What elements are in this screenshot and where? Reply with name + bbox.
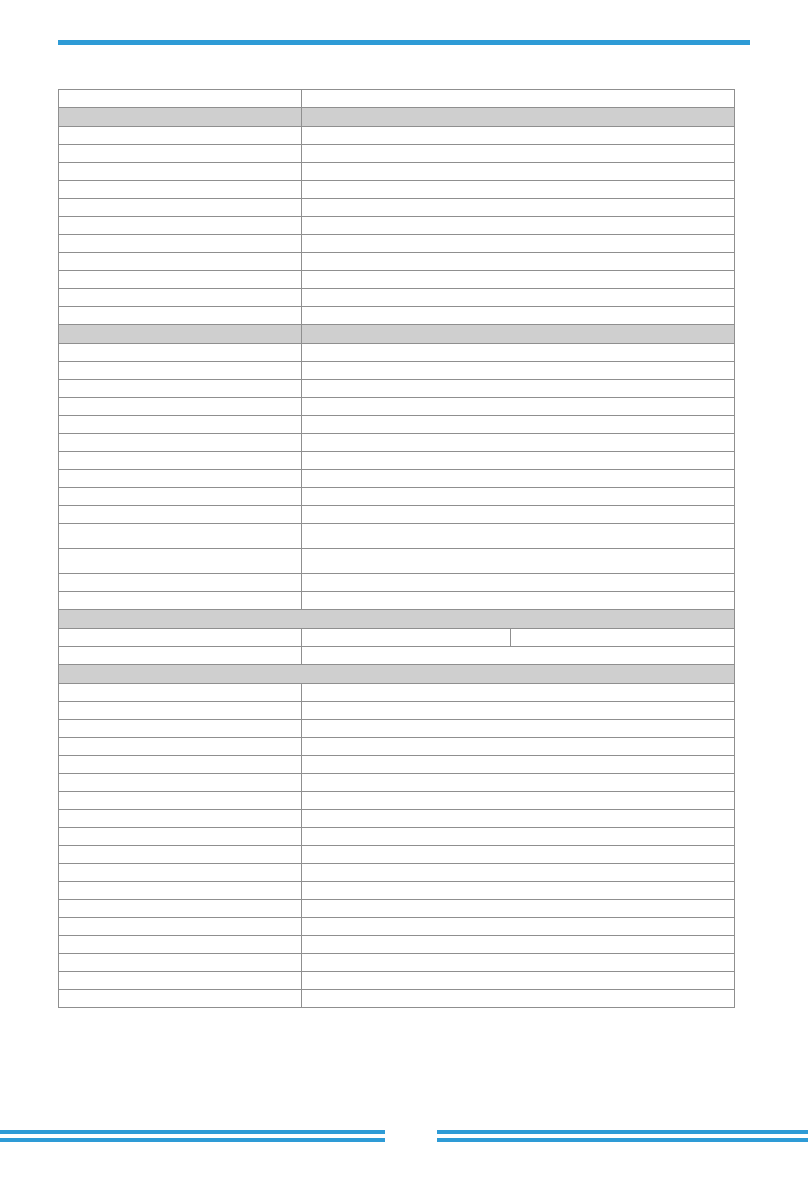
row-value [302,181,735,199]
row-label [59,127,302,145]
row-value [302,846,735,864]
row-value [302,163,735,181]
row-label [59,470,302,488]
table-row [59,271,735,289]
row-label [59,810,302,828]
table-header-row [59,90,735,108]
row-label [59,972,302,990]
section-header-row [59,108,735,127]
table-row [59,846,735,864]
row-label [59,549,302,574]
table-row [59,882,735,900]
row-value [302,253,735,271]
table-row [59,398,735,416]
table-row [59,936,735,954]
row-label [59,792,302,810]
row-label [59,452,302,470]
row-label [59,592,302,610]
row-value [302,362,735,380]
table-row [59,864,735,882]
row-label [59,253,302,271]
row-label [59,488,302,506]
table-row [59,592,735,610]
row-label [59,199,302,217]
row-value [302,289,735,307]
row-value [302,954,735,972]
section-header-row [59,610,735,629]
table-row [59,217,735,235]
row-label [59,506,302,524]
table-row [59,954,735,972]
row-value [302,398,735,416]
table-row [59,647,735,665]
specification-table [58,89,735,1008]
row-value [302,592,735,610]
table-row [59,774,735,792]
table-row [59,235,735,253]
table-row [59,629,735,647]
section-title-filler [302,108,735,127]
row-value [302,199,735,217]
row-value [302,936,735,954]
row-value [302,574,735,592]
row-value [302,810,735,828]
table-row [59,990,735,1008]
row-label [59,864,302,882]
table-row [59,810,735,828]
row-label [59,145,302,163]
table-row [59,792,735,810]
row-value [302,720,735,738]
row-label [59,362,302,380]
table-header-value [302,90,735,108]
row-value [302,452,735,470]
row-value [302,702,735,720]
row-label [59,936,302,954]
table-row [59,488,735,506]
row-label [59,217,302,235]
top-accent-rule [58,40,750,45]
row-value [302,756,735,774]
table-row [59,199,735,217]
row-label [59,289,302,307]
section-header-row [59,665,735,684]
row-value [302,470,735,488]
section-header-row [59,325,735,344]
row-label [59,738,302,756]
section-title [59,325,302,344]
row-value [302,524,735,549]
table-row [59,720,735,738]
row-label [59,918,302,936]
row-value [302,235,735,253]
table-row [59,344,735,362]
row-value [302,792,735,810]
row-value [302,549,735,574]
table-row [59,756,735,774]
section-title [59,610,735,629]
row-label [59,882,302,900]
row-value [302,990,735,1008]
footer-accent-rules [0,1130,808,1154]
row-value [302,271,735,289]
row-value-1 [302,629,511,647]
row-value [302,918,735,936]
row-label [59,344,302,362]
table-row [59,972,735,990]
table-row [59,307,735,325]
row-label [59,900,302,918]
table-row [59,684,735,702]
row-label [59,828,302,846]
row-label [59,684,302,702]
row-label [59,416,302,434]
row-label [59,235,302,253]
footer-rule-right-top [437,1130,808,1134]
row-value [302,380,735,398]
row-value [302,972,735,990]
row-label [59,307,302,325]
section-title [59,665,735,684]
row-value [302,828,735,846]
table-row [59,702,735,720]
table-row [59,452,735,470]
table-row [59,900,735,918]
row-value [302,416,735,434]
row-label [59,163,302,181]
table-row [59,574,735,592]
row-value [302,774,735,792]
section-title [59,108,302,127]
row-value [302,127,735,145]
row-value [302,864,735,882]
table-row [59,362,735,380]
table-row [59,163,735,181]
table-row [59,828,735,846]
table-row [59,253,735,271]
table-row [59,181,735,199]
row-label [59,434,302,452]
row-value [302,217,735,235]
row-label [59,990,302,1008]
table-row [59,918,735,936]
section-title-filler [302,325,735,344]
table-header-label [59,90,302,108]
footer-rule-left-bottom [0,1138,385,1142]
table-row [59,434,735,452]
row-value [302,647,735,665]
table-row [59,738,735,756]
table-row [59,470,735,488]
row-label [59,647,302,665]
row-value [302,434,735,452]
row-label [59,398,302,416]
row-value [302,307,735,325]
table-row [59,127,735,145]
row-value [302,344,735,362]
row-label [59,181,302,199]
row-label [59,574,302,592]
row-value [302,684,735,702]
row-label [59,756,302,774]
row-label [59,271,302,289]
row-value [302,145,735,163]
row-label [59,380,302,398]
table-row [59,145,735,163]
row-value-2 [511,629,735,647]
table-row [59,549,735,574]
row-value [302,738,735,756]
row-value [302,506,735,524]
row-label [59,774,302,792]
table-row [59,416,735,434]
row-label [59,954,302,972]
table-row [59,506,735,524]
row-label [59,846,302,864]
footer-rule-right-bottom [437,1138,808,1142]
row-label [59,702,302,720]
row-label [59,524,302,549]
footer-rule-left-top [0,1130,385,1134]
table-row [59,524,735,549]
table-row [59,380,735,398]
row-value [302,882,735,900]
row-label [59,720,302,738]
row-value [302,900,735,918]
row-label [59,629,302,647]
row-value [302,488,735,506]
table-row [59,289,735,307]
